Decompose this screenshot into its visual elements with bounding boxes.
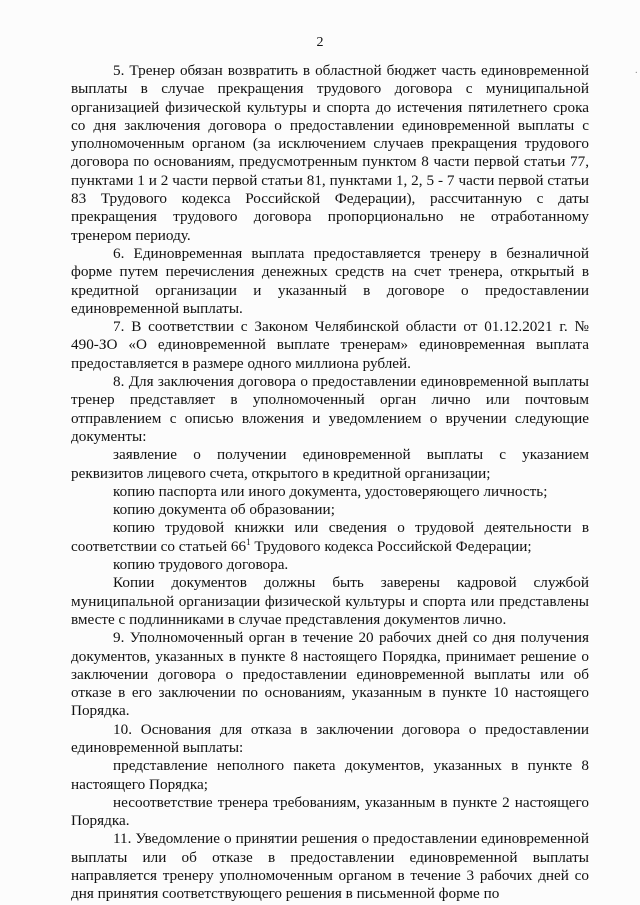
paragraph-10: 10. Основания для отказа в заключении договора о предоставлении единовременной выплаты:	[71, 720, 589, 756]
paragraph-copies: Копии документов должны быть заверены кадровой службой муниципальной организации физической культуры и спорта или представлены вместе с подлинниками в случае представления документов лично.	[71, 574, 589, 628]
article-superscript: 1	[246, 536, 251, 547]
page-number: 2	[316, 35, 324, 50]
paragraph-8: 8. Для заключения договора о предоставлении единовременной выплаты тренер представляет в уполномоченный орган лично или почтовым отправлением с описью вложения и уведомлением о вручении следующие документы:	[71, 373, 589, 445]
paragraph-11: 11. Уведомление о принятии решения о предоставлении единовременной выплаты или об отказе в предоставлении единовременной выплаты направляется тренеру уполномоченным органом в течение 3 рабочих дней со дня принятия соответствующего решения в письменной форме по	[71, 830, 589, 903]
work-record-tail: Трудового кодекса Российской Федерации;	[250, 537, 532, 555]
scan-edge-mark: ·	[634, 68, 638, 79]
work-record-text: копию трудовой книжки или сведения о трудовой деятельности в соответствии со статьей 66	[71, 519, 589, 555]
paragraph-9: 9. Уполномоченный орган в течение 20 рабочих дней со дня получения документов, указанных в пункте 8 настоящего Порядка, принимает решение о заключении договора о предоставлении единовременной выплаты или об отказе в его заключении по основаниям, указанным в пункте 10 настоящего Порядка.	[71, 629, 589, 720]
list-item-education: копию документа об образовании;	[113, 501, 335, 519]
paragraph-5: 5. Тренер обязан возвратить в областной бюджет часть единовременной выплаты в случае прекращения трудового договора с муниципальной организацией физической культуры и спорта до истечения пятилетнего срока со дня заключения договора о предоставлении единовременной выплаты с уполномоченным органом (за исключением случаев прекращения трудового договора по основаниям, предусмотренным пунктом 8 части первой статьи 77, пунктами 1 и 2 части первой статьи 81, пунктами 1, 2, 5 - 7 части первой статьи 83 Трудового кодекса Российской Федерации), рассчитанную с даты прекращения трудового договора пропорционально не отработанному тренером периоду.	[71, 62, 589, 244]
paragraph-7: 7. В соответствии с Законом Челябинской области от 01.12.2021 г. № 490-ЗО «О единовременной выплате тренерам» единовременная выплата предоставляется в размере одного миллиона рублей.	[71, 318, 589, 372]
list-item-work-record	[71, 519, 589, 556]
list-item-contract: копию трудового договора.	[113, 556, 289, 574]
list-item-passport: копию паспорта или иного документа, удостоверяющего личность;	[113, 482, 548, 500]
paragraph-6: 6. Единовременная выплата предоставляется тренеру в безналичной форме путем перечисления денежных средств на счет тренера, открытый в кредитной организации и указанный в договоре о предоставлении единовременной выплаты.	[71, 244, 589, 317]
list-item-mismatch: несоответствие тренера требованиям, указанным в пункте 2 настоящего Порядка.	[71, 793, 589, 830]
document-body	[71, 62, 589, 904]
list-item-incomplete: представление неполного пакета документов, указанных в пункте 8 настоящего Порядка;	[71, 757, 589, 793]
list-item-application: заявление о получении единовременной выплаты с указанием реквизитов лицевого счета, открытого в кредитной организации;	[71, 446, 589, 482]
